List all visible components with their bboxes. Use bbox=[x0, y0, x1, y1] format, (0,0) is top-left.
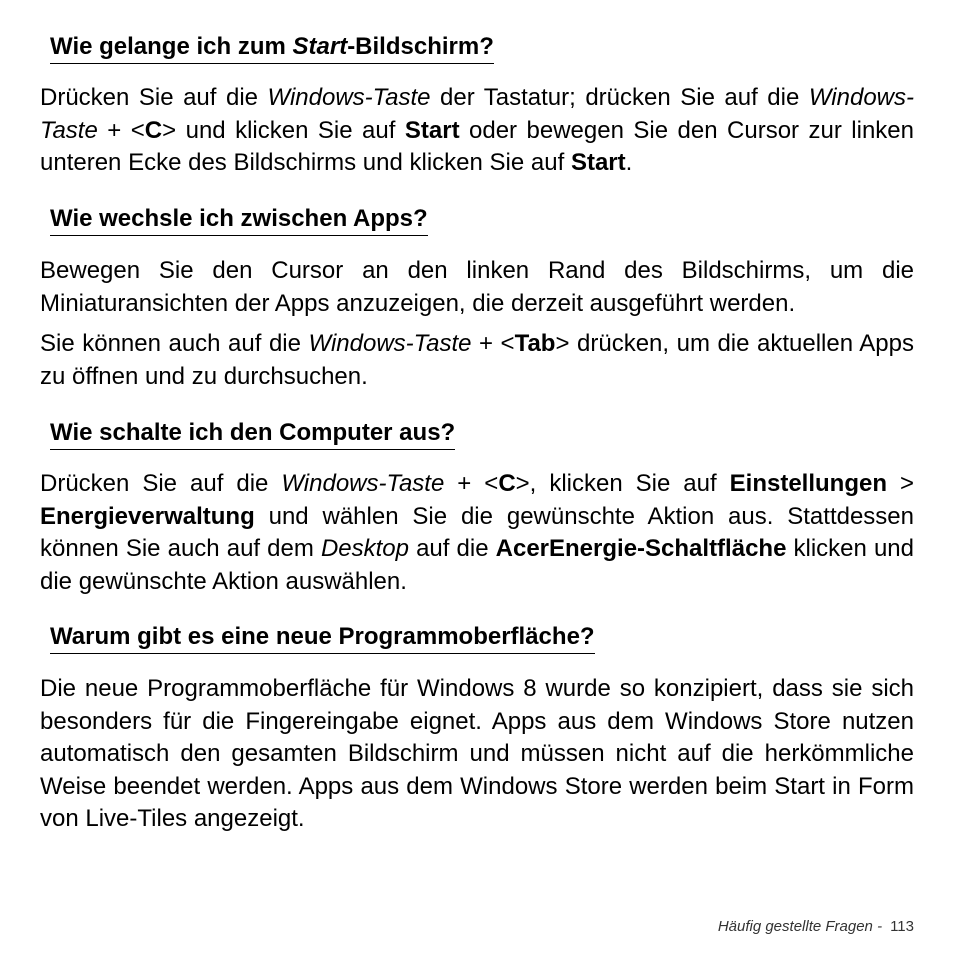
page-number: 113 bbox=[890, 918, 914, 935]
heading-start-screen: Wie gelange ich zum Start-Bildschirm? bbox=[50, 33, 494, 64]
paragraph-start-screen: Drücken Sie auf die Windows-Taste der Tastatur; drücken Sie auf die Windows-Taste + <C> und klicken Sie auf Start oder bewegen Sie den Cursor zur linken unteren Ecke des Bildschirms und klicken Sie auf Start. bbox=[40, 84, 914, 176]
paragraph-shutdown: Drücken Sie auf die Windows-Taste + <C>, klicken Sie auf Einstellungen > Energieverwaltung und wählen Sie die gewünschte Aktion aus. Stattdessen können Sie auch auf dem Desktop auf die AcerEnergie-Schaltfläche klicken und die gewünschte Aktion auswählen. bbox=[40, 470, 915, 595]
heading-shutdown: Wie schalte ich den Computer aus? bbox=[50, 419, 455, 450]
paragraph-new-interface: Die neue Programmoberfläche für Windows 8 wurde so konzipiert, dass sie sich besonders für die Fingereingabe eignet. Apps aus dem Windows Store nutzen automatisch den gesamten Bildschirm und müssen nicht auf die herkömmliche Weise beendet werden. Apps aus dem Windows Store werden beim Start in Form von Live-Tiles angezeigt. bbox=[40, 675, 914, 832]
heading-switch-apps: Wie wechsle ich zwischen Apps? bbox=[50, 205, 428, 236]
footer-section-title: Häufig gestellte Fragen - bbox=[717, 918, 883, 935]
heading-new-interface: Warum gibt es eine neue Programmoberfläche? bbox=[50, 623, 595, 654]
paragraph-switch-apps-1: Bewegen Sie den Cursor an den linken Rand des Bildschirms, um die Miniaturansichten der Apps anzuzeigen, die derzeit ausgeführt werden. bbox=[40, 257, 914, 317]
paragraph-switch-apps-2: Sie können auch auf die Windows-Taste + <Tab> drücken, um die aktuellen Apps zu öffnen und zu durchsuchen. bbox=[40, 330, 914, 390]
page-footer bbox=[718, 918, 914, 935]
